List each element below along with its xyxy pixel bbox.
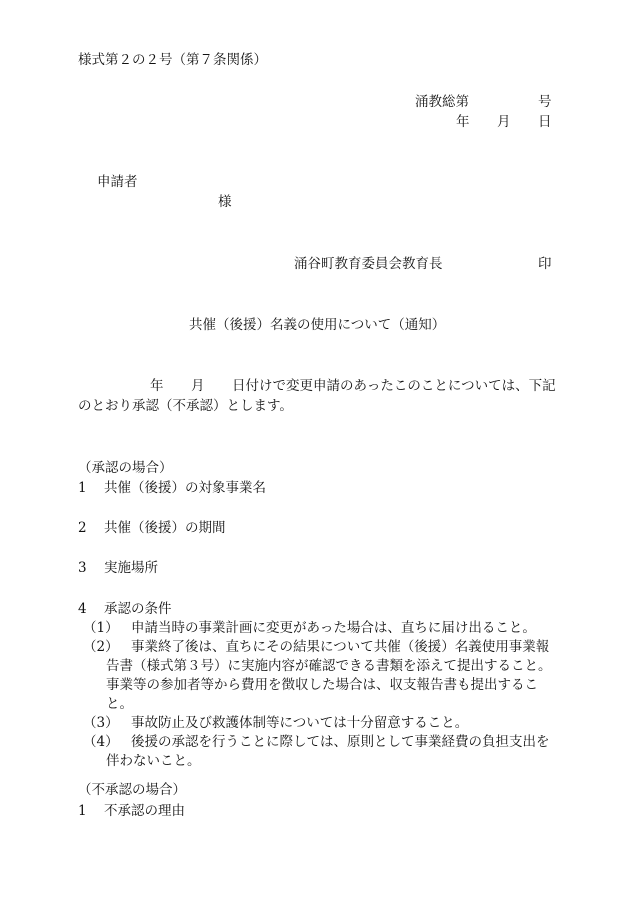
condition-text: 後援の承認を行うことに際しては、原則として事業経費の負担支出を xyxy=(131,734,550,750)
conditions-list xyxy=(83,619,553,771)
condition-continuation xyxy=(83,676,553,714)
body-line1: 日付けで変更申請のあったこのことについては、下記 xyxy=(232,378,556,394)
approval-item-label: 共催（後援）の期間 xyxy=(104,520,226,536)
condition-number: （2） xyxy=(83,639,119,655)
approval-item-label: 共催（後援）の対象事業名 xyxy=(104,480,266,496)
applicant-honorific: 様 xyxy=(218,194,232,210)
rejection-heading: （不承認の場合） xyxy=(78,782,186,798)
condition-text: 事業等の参加者等から費用を徴収した場合は、収支報告書も提出すること。 xyxy=(106,677,538,712)
body-line2: のとおり承認（不承認）とします。 xyxy=(78,398,293,414)
condition-item xyxy=(83,714,553,733)
condition-number: （4） xyxy=(83,734,119,750)
approval-heading: （承認の場合） xyxy=(78,460,173,476)
form-number: 様式第２の２号（第７条関係） xyxy=(78,52,267,68)
reference-prefix: 涌教総第 xyxy=(415,94,469,110)
applicant-label: 申請者 xyxy=(97,174,138,190)
approval-item-num: 4 xyxy=(78,601,87,617)
approval-item-label: 承認の条件 xyxy=(104,601,172,617)
condition-item xyxy=(83,733,553,752)
issuer-seal: 印 xyxy=(538,256,552,272)
condition-text: 伴わないこと。 xyxy=(106,753,201,769)
condition-text: 告書（様式第３号）に実施内容が確認できる書類を添えて提出すること。 xyxy=(106,658,552,674)
rejection-item-label: 不承認の理由 xyxy=(104,803,185,819)
condition-text: 事業終了後は、直ちにその結果について共催（後援）名義使用事業報 xyxy=(131,639,550,655)
reference-suffix: 号 xyxy=(538,94,552,110)
issuer-name: 涌谷町教育委員会教育長 xyxy=(294,256,443,272)
condition-number: （1） xyxy=(83,620,119,636)
condition-continuation xyxy=(83,752,553,771)
date-month: 月 xyxy=(497,114,511,130)
approval-item-num: 3 xyxy=(78,560,87,576)
condition-continuation xyxy=(83,657,553,676)
condition-text: 申請当時の事業計画に変更があった場合は、直ちに届け出ること。 xyxy=(131,620,536,636)
condition-number: （3） xyxy=(83,715,119,731)
document-title: 共催（後援）名義の使用について（通知） xyxy=(189,317,446,333)
condition-item xyxy=(83,638,553,657)
body-year: 年 xyxy=(150,378,164,394)
condition-item xyxy=(83,619,553,638)
date-day: 日 xyxy=(538,114,552,130)
date-year: 年 xyxy=(456,114,470,130)
rejection-item-num: 1 xyxy=(78,803,87,819)
approval-item-num: 1 xyxy=(78,480,87,496)
condition-text: 事故防止及び救護体制等については十分留意すること。 xyxy=(131,715,469,731)
body-month: 月 xyxy=(191,378,205,394)
approval-item-num: 2 xyxy=(78,520,87,536)
approval-item-label: 実施場所 xyxy=(104,560,158,576)
